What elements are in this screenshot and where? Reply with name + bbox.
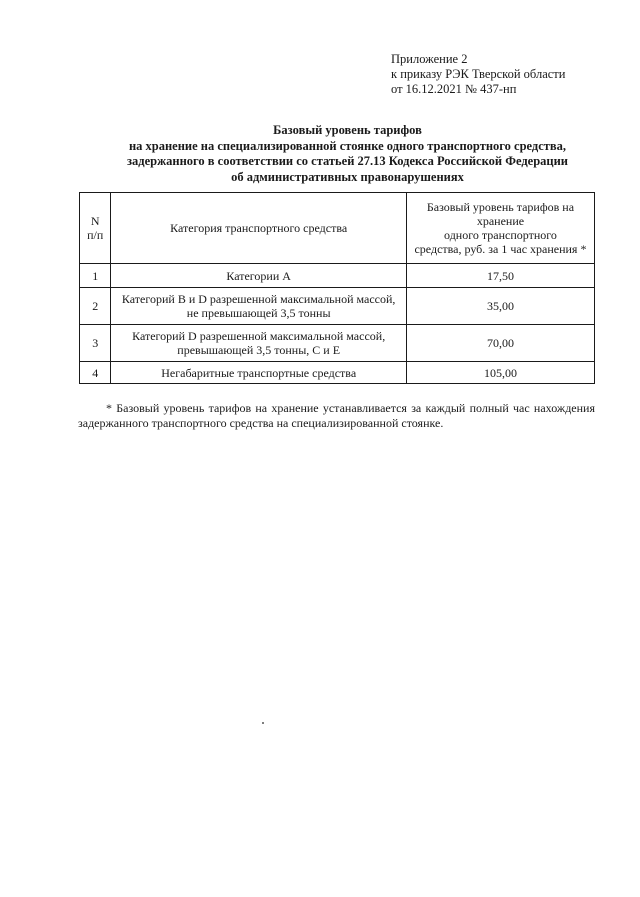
header-number: N п/п — [80, 193, 111, 264]
document-title — [60, 123, 635, 185]
row-tariff: 35,00 — [406, 288, 594, 325]
table-header-row — [80, 193, 595, 264]
footnote: * Базовый уровень тарифов на хранение устанавливается за каждый полный час нахождения задержанного транспортного средства на специализированной стоянке. — [78, 401, 595, 430]
tariff-table — [79, 192, 595, 384]
appendix-order-date: от 16.12.2021 № 437-нп — [391, 82, 517, 96]
header-tariff: Базовый уровень тарифов на хранение одного транспортного средства, руб. за 1 час хранения * — [406, 193, 594, 264]
appendix-number: Приложение 2 — [391, 52, 468, 66]
row-category: Категории А — [111, 264, 407, 288]
row-category: Категорий B и D разрешенной максимальной массой, не превышающей 3,5 тонны — [111, 288, 407, 325]
title-line-4: об административных правонарушениях — [231, 169, 464, 184]
title-line-1: Базовый уровень тарифов — [273, 123, 422, 137]
row-number: 4 — [80, 362, 111, 384]
table-row — [80, 288, 595, 325]
table-row — [80, 325, 595, 362]
row-tariff: 105,00 — [406, 362, 594, 384]
table-row — [80, 362, 595, 384]
title-line-2: на хранение на специализированной стоянке одного транспортного средства, — [128, 138, 567, 153]
row-number: 3 — [80, 325, 111, 362]
title-line-3: задержанного в соответствии со статьей 27.13 Кодекса Российской Федерации — [126, 154, 569, 168]
table-row — [80, 264, 595, 288]
row-tariff: 17,50 — [406, 264, 594, 288]
row-category: Категорий D разрешенной максимальной массой, превышающей 3,5 тонны, C и E — [111, 325, 407, 362]
row-category: Негабаритные транспортные средства — [111, 362, 407, 384]
row-tariff: 70,00 — [406, 325, 594, 362]
header-category: Категория транспортного средства — [111, 193, 407, 264]
appendix-header — [391, 52, 565, 97]
scan-speck — [262, 722, 264, 724]
row-number: 2 — [80, 288, 111, 325]
appendix-order-ref: к приказу РЭК Тверской области — [391, 67, 566, 81]
row-number: 1 — [80, 264, 111, 288]
